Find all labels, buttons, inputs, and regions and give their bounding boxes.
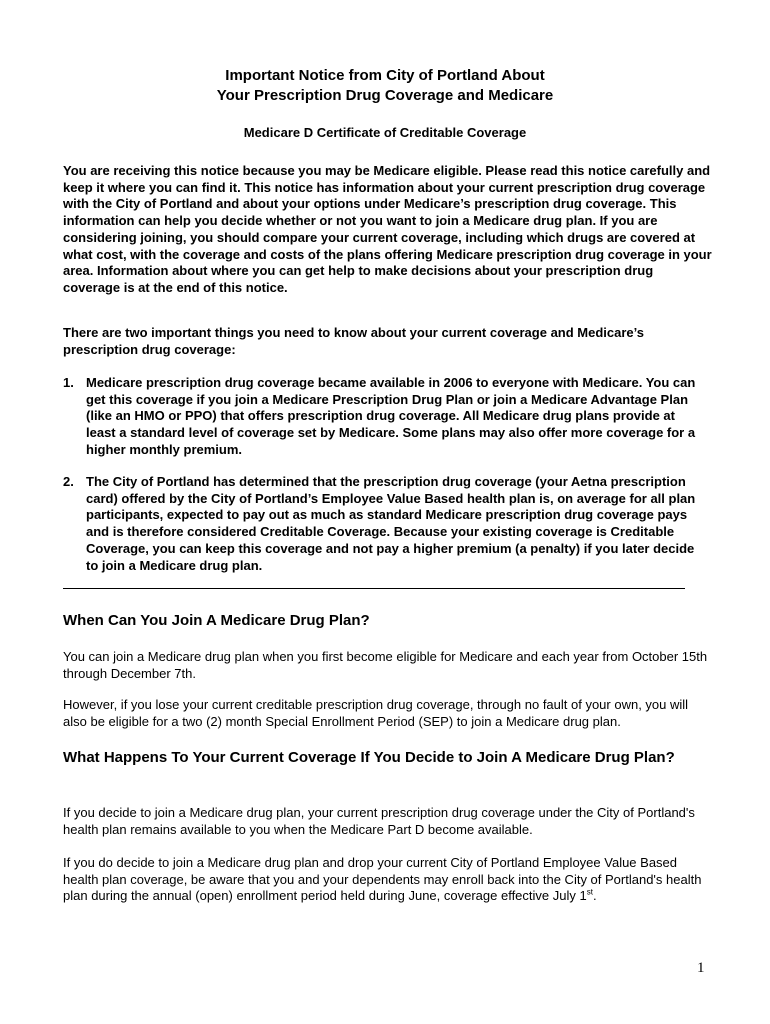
intro-paragraph: You are receiving this notice because you may be Medicare eligible. Please read this notice carefully and keep it where you can find it. This notice has information about your current prescription drug coverage with the City of Portland and about your options under Medicare’s prescription drug coverage. This information can help you decide whether or not you want to join a Medicare drug plan. If you are considering joining, you should compare your current coverage, including which drugs are covered at what cost, with the coverage and costs of the plans offering Medicare prescription drug coverage in your area. Information about where you can get help to make decisions about your prescription drug coverage is at the end of this notice. (63, 163, 712, 295)
title-line-2: Your Prescription Drug Coverage and Medicare (216, 87, 554, 104)
section-divider (63, 588, 685, 589)
section-2-heading: What Happens To Your Current Coverage If You Decide to Join A Medicare Drug Plan? (63, 749, 675, 766)
section-2-paragraph-2 (63, 855, 713, 905)
item-2-text: The City of Portland has determined that the prescription drug coverage (your Aetna prescription card) offered by the City of Portland’s Employee Value Based health plan is, on average for all plan participants, expected to pay out as much as standard Medicare prescription drug coverage pays and is therefore considered Creditable Coverage. Because your existing coverage is Creditable Coverage, you can keep this coverage and not pay a higher premium (a penalty) if you later decide to join a Medicare drug plan. (86, 474, 696, 573)
section-2-paragraph-1: If you decide to join a Medicare drug plan, your current prescription drug coverage under the City of Portland's health plan remains available to you when the Medicare Part D become available. (63, 805, 695, 837)
page-number: 1 (697, 960, 705, 976)
section-2-paragraph-2-text: If you do decide to join a Medicare drug plan and drop your current City of Portland Employee Value Based health plan coverage, be aware that you and your dependents may enroll back into the City of Portland's health plan during the annual (open) enrollment period held during June, coverage effective July 1 (63, 855, 702, 904)
subtitle: Medicare D Certificate of Creditable Coverage (243, 125, 527, 140)
two-things-paragraph: There are two important things you need to know about your current coverage and Medicare’s prescription drug coverage: (63, 325, 645, 357)
section-1-paragraph-2: However, if you lose your current creditable prescription drug coverage, through no fault of your own, you will also be eligible for a two (2) month Special Enrollment Period (SEP) to join a Medicare drug plan. (63, 697, 689, 729)
section-1-heading: When Can You Join A Medicare Drug Plan? (63, 612, 370, 629)
item-2-number: 2. (63, 474, 74, 489)
ordinal-suffix: st (586, 888, 593, 898)
item-1-number: 1. (63, 375, 74, 390)
item-1-text: Medicare prescription drug coverage became available in 2006 to everyone with Medicare. You can get this coverage if you join a Medicare Prescription Drug Plan or join a Medicare Advantage Plan (like an HMO or PPO) that offers prescription drug coverage. All Medicare drug plans provide at least a standard level of coverage set by Medicare. Some plans may also offer more coverage for a higher monthly premium. (86, 375, 696, 457)
section-1-paragraph-1: You can join a Medicare drug plan when you first become eligible for Medicare and each year from October 15th through December 7th. (63, 649, 708, 681)
title-line-1: Important Notice from City of Portland About (225, 67, 545, 84)
section-2-paragraph-2-end: . (592, 888, 597, 904)
